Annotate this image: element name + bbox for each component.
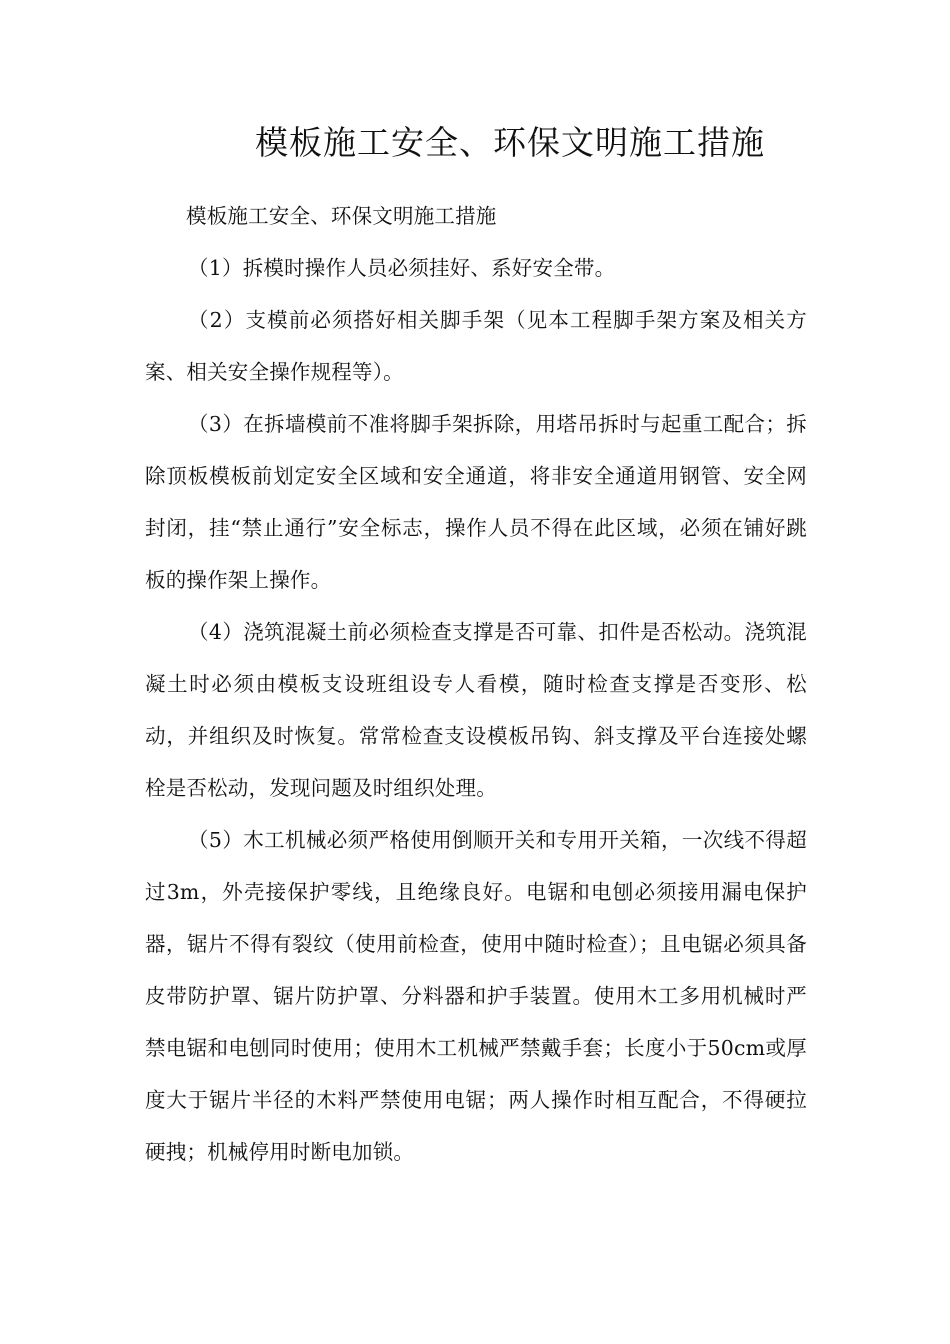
document-body [145, 190, 807, 1178]
paragraph-item-3: （3）在拆墙模前不准将脚手架拆除，用塔吊拆时与起重工配合；拆除顶板模板前划定安全区域和安全通道，将非安全通道用钢管、安全网封闭，挂“禁止通行”安全标志，操作人员不得在此区域，必须在铺好跳板的操作架上操作。 [145, 412, 807, 592]
paragraph-subtitle: 模板施工安全、环保文明施工措施 [186, 204, 497, 228]
paragraph-item-2: （2）支模前必须搭好相关脚手架（见本工程脚手架方案及相关方案、相关安全操作规程等）。 [145, 308, 807, 384]
paragraph-item-5: （5）木工机械必须严格使用倒顺开关和专用开关箱，一次线不得超过3m，外壳接保护零线，且绝缘良好。电锯和电刨必须接用漏电保护器，锯片不得有裂纹（使用前检查，使用中随时检查）；且电锯必须具备皮带防护罩、锯片防护罩、分料器和护手装置。使用木工多用机械时严禁电锯和电刨同时使用；使用木工机械严禁戴手套；长度小于50cm或厚度大于锯片半径的木料严禁使用电锯；两人操作时相互配合，不得硬拉硬拽；机械停用时断电加锁。 [145, 828, 807, 1164]
paragraph-item-1: （1）拆模时操作人员必须挂好、系好安全带。 [188, 256, 616, 280]
paragraph-item-4: （4）浇筑混凝土前必须检查支撑是否可靠、扣件是否松动。浇筑混凝土时必须由模板支设班组设专人看模，随时检查支撑是否变形、松动，并组织及时恢复。常常检查支设模板吊钩、斜支撑及平台连接处螺栓是否松动，发现问题及时组织处理。 [145, 620, 807, 800]
document-title: 模板施工安全、环保文明施工措施 [255, 123, 765, 162]
